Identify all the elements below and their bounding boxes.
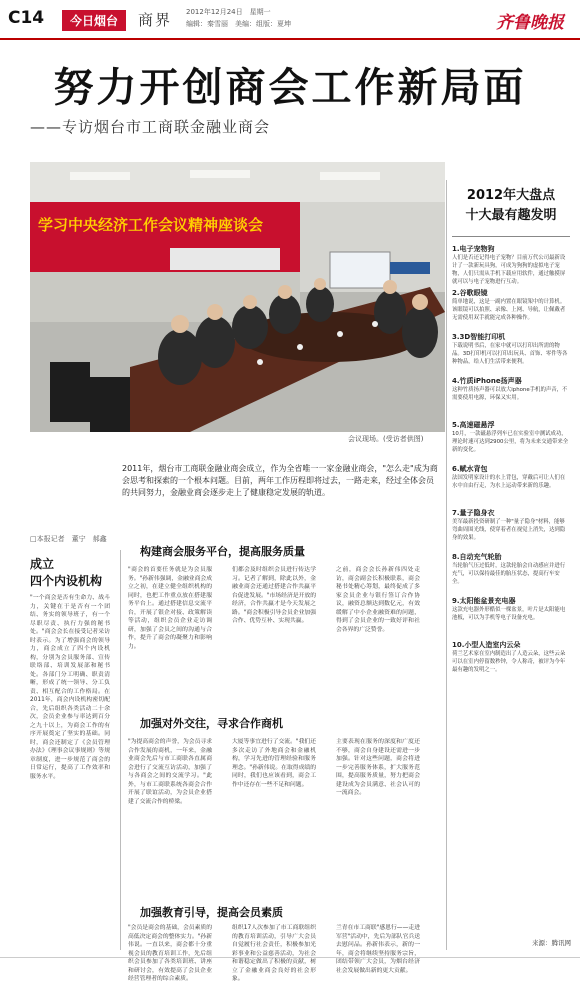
sidebar-source: 来源：腾讯网: [532, 939, 571, 947]
column-divider: [446, 180, 447, 950]
list-item-text: 当轮胎气压过低时，这款轮胎会自动感应并进行充气，可以保持最佳的胎压状态，提高行车安全。: [452, 563, 566, 585]
photo-caption: 会议现场。(受访者供图): [348, 435, 424, 443]
list-item: [452, 376, 570, 418]
article-headline: 努力开创商会工作新局面: [53, 64, 527, 111]
page-number: C14: [8, 8, 45, 28]
newspaper-logo: 齐鲁晚报: [496, 13, 564, 33]
page-bottom-rule: [0, 957, 580, 958]
list-item: [452, 332, 570, 374]
page-header: [0, 0, 580, 40]
list-item-title: 1.电子宠物狗: [452, 245, 495, 253]
article-subheadline: ——专访烟台市工商联金融业商会: [30, 118, 271, 136]
column-body: 主要表现在服务的深度和广度还不够，商会自身建设还需进一步加强。针对这些问题，商会将进一步完善服务体系，扩大服务范围，提高服务质量，努力把商会建设成为会员满意、社会认可的一流商会。: [336, 739, 420, 796]
section-heading: 加强对外交往，寻求合作商机: [140, 717, 283, 730]
date-line: 2012年12月24日 星期一: [186, 8, 271, 16]
list-item-title: 10.小型人造室内云朵: [452, 641, 521, 649]
column-body: 大厦等事宜进行了交流。"我们还多次走访了外地商会和金融机构，学习先进的管理经验和服务理念。"孙新伟说。在取得成绩的同时，我们也应该看到，商会工作中还存在一些不足和问题。: [232, 739, 316, 788]
section-heading: 构建商会服务平台，提高服务质量: [140, 545, 305, 558]
list-item: [452, 420, 570, 462]
list-item-title: 2.谷歌眼镜: [452, 289, 488, 297]
list-item-text: 荷兰艺术家在室内制造出了人造云朵，这些云朵可以在室内停留数秒钟，令人称奇，被评为今年最有趣的发明之一。: [452, 651, 566, 673]
sidebar-divider: [452, 236, 570, 237]
list-item-text: 简单地说，这是一副内置在眼镜架中的计算机。该眼镜可以拍照、录像、上网、导航，让佩戴者无需使用双手就能完成各种操作。: [452, 299, 566, 321]
list-item-text: 下载说明书后，在家中就可以打印出所需的物品。3D打印机可以打印出玩具、首饰、零件等各种物品，给人们生活带来便利。: [452, 343, 568, 365]
column-heading: 成立 四个内设机构: [30, 557, 103, 588]
list-item: [452, 464, 570, 506]
sidebar-title: [452, 186, 570, 226]
list-item: [452, 552, 570, 594]
column-body: "一个商会是否有生命力、战斗力，关键在于是否有一个团结、务实的领导班子，有一个尽职尽责、执行力强的秘书处。"商会会长在接受记者采访时表示。为了增强商会的领导力，商会成立了四个内设机构，分别为会员服务部、宣传联络部、培训发展部和秘书处。各部门分工明确、职责清晰，形成了统一领导、分工负责、相互配合的工作格局。在2011年，商会内设机构密切配合，先后组织各类活动二十余次，会员企业参与率达到百分之九十以上，为商会工作的有序开展奠定了坚实的基础。同时，商会还制定了《会员管理办法》《理事会议事规则》等规章制度，进一步规范了商会的日常运行，提高了工作效率和服务水平。: [30, 595, 110, 780]
list-item-text: 法国发明家设计的水上背包，穿戴后可让人们在水中自由行走，为水上运动带来新的乐趣。: [452, 475, 566, 489]
list-item-title: 8.自动充气轮胎: [452, 553, 502, 561]
list-item-title: 3.3D智能打印机: [452, 333, 506, 341]
list-item: [452, 508, 570, 550]
column-body: 之前，商会会长孙新伟四处走访，商会副会长积极联系，商会秘书处精心筹划，最终促成了多家会员企业与银行签订合作协议，融资总额达到数亿元，有效缓解了中小企业融资难的问题，得到了会员企业的一致好评和社会各界的广泛赞誉。: [336, 567, 420, 633]
column-body: "为提高商会的声誉，为会员寻求合作发展的商机，一年来，金融业商会先后与市工商联各直属商会进行了交流互访活动，加强了与各商会之间的交流学习。"此外，与市工商联系统各商会合作开展了联谊活动，为会员企业搭建了交流合作的桥梁。: [128, 739, 212, 805]
list-item: [452, 288, 570, 330]
section-name: 商界: [138, 11, 173, 29]
list-item-title: 6.赋水背包: [452, 465, 488, 473]
article-intro: 2011年，烟台市工商联金融业商会成立，作为全省唯一一家金融业商会，"怎么走"成为商会思考和探索的一个根本问题。目前，两年工作历程即将过去，一路走来，经过全体会员的共同努力，金融业商会逐步走上了健康稳定发展的轨道。: [122, 464, 438, 497]
list-item: [452, 244, 570, 286]
list-item-text: 美军最新投资研制了一种"量子隐身"材料，能够弯曲周围光线，使穿着者在视觉上消失，达到隐身的效果。: [452, 519, 566, 541]
list-item-title: 5.高速磁悬浮: [452, 421, 495, 429]
sidebar-title-line1: 2012年大盘点: [466, 188, 556, 203]
byline: □本报记者 董宁 郝鑫: [30, 535, 107, 543]
list-item: [452, 596, 570, 638]
list-item-text: 10月，一款磁悬浮列车已在实验室中测试成功，理论时速可达到2900公里，将为未来交通带来全新的变化。: [452, 431, 569, 453]
column-divider: [120, 550, 121, 950]
list-item-text: 这种竹质扬声器可以放大iphone手机的声音，不需要使用电源，环保又实用。: [452, 387, 568, 401]
column-body: 们都会及时组织会员进行传达学习。记者了解到，除此以外，金融业商会还通过搭建合作共赢平台促进发展。"市场经济是开放的经济，合作共赢才是今天发展之路。"商会积极引导会员企业加强合作、优势互补、实现共赢。: [232, 567, 316, 624]
list-item-text: 人们是否还记得电子宠物？目前万代公司最新设计了一款新玩具狗，可成为狗狗的虚拟电子宠物，人们只需从手机下载应用软件，通过触摸屏就可以与电子宠物进行互动。: [452, 255, 566, 285]
column-body: 组织17人次参加了市工商联组织的教育培训活动，引导广大会员自觉履行社会责任，积极参加光彩事业和公益慈善活动，为社会和谐稳定做出了积极的贡献，树立了金融业商会良好的社会形象。: [232, 925, 316, 982]
meeting-photo: [30, 162, 445, 432]
column-body: 兰青在市工商联"感恩行——走进军营"活动中，先后为部队官兵送去慰问品。孙新伟表示，新的一年，商会将继续坚持服务宗旨，团结带领广大会员，为烟台经济社会发展做出新的更大贡献。: [336, 925, 420, 974]
column-body: "商会的首要任务就是为会员服务。"孙新伟强调，金融业商会成立之初，在建立健全组织机构的同时，也把工作重点放在搭建服务平台上。通过搭建信息交流平台，开展了银企对接、政策解读等活动，组织会员企业走访调研，加强了会员之间的沟通与合作，提升了商会的凝聚力和影响力。: [128, 567, 212, 650]
section-tab[interactable]: 今日烟台: [62, 10, 126, 31]
list-item-title: 9.太阳能盆景充电器: [452, 597, 516, 605]
editor-line: 编辑：秦雪丽 美编：组版：夏坤: [186, 20, 291, 28]
section-heading: 加强教育引导，提高会员素质: [140, 906, 283, 919]
list-item-title: 7.量子隐身衣: [452, 509, 495, 517]
list-item-title: 4.竹质iPhone扬声器: [452, 377, 522, 385]
list-item-text: 这款充电器外形酷似一棵盆景，叶片是太阳能电池板，可以为手机等电子设备充电。: [452, 607, 566, 621]
sidebar-title-line2: 十大最有趣发明: [465, 208, 557, 223]
photo-banner-text: 学习中央经济工作会议精神座谈会: [38, 216, 264, 234]
sidebar-list: [452, 242, 570, 682]
column-body: "会员是商会的基础，会员素质的高低决定商会的整体实力。"孙新伟说。一直以来，商会都十分重视会员的教育培训工作，先后组织会员参加了各类培训班、讲座和研讨会，有效提高了会员企业经营管理者的综合素质。: [128, 925, 212, 982]
list-item: [452, 640, 570, 682]
